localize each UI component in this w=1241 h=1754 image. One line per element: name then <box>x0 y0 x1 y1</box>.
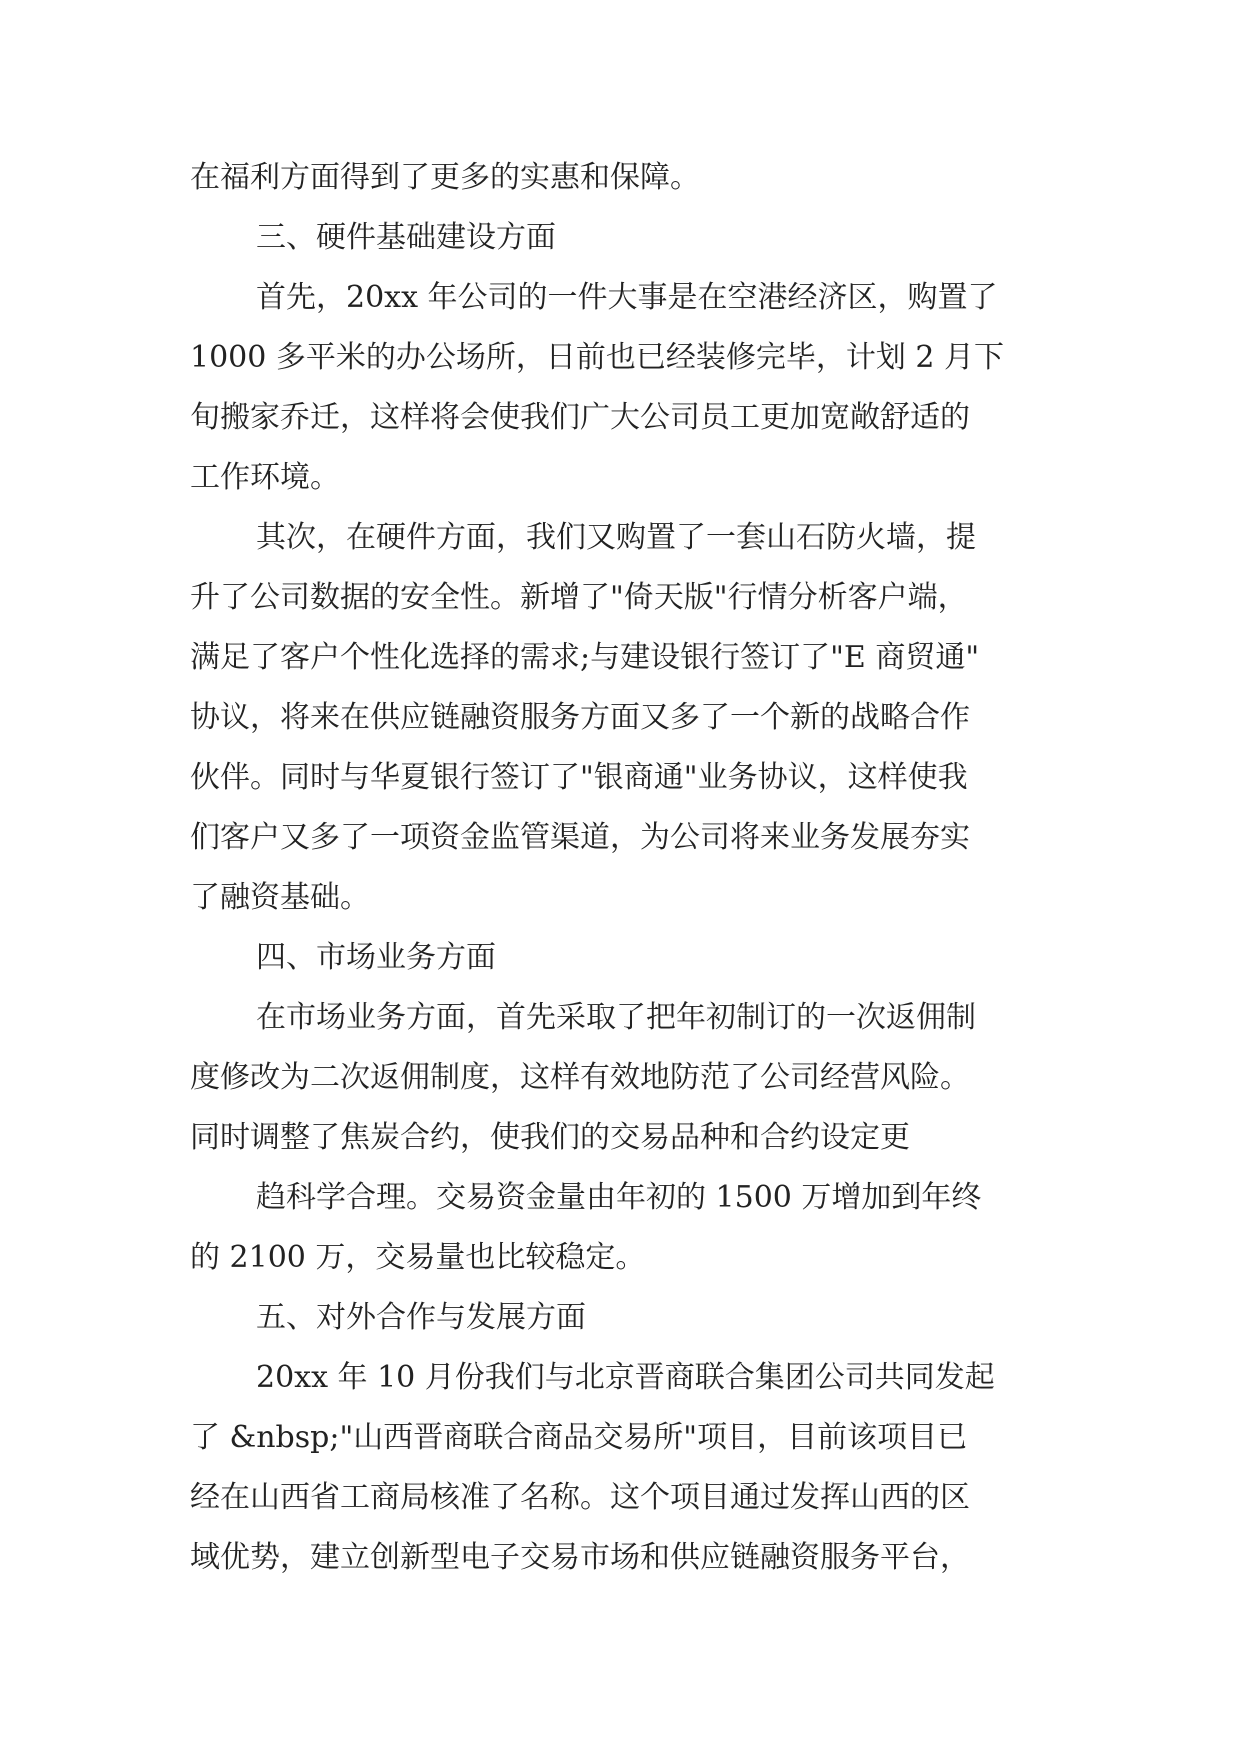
text-line: 的 2100 万，交易量也比较稳定。 <box>190 1240 646 1275</box>
text-line: 旬搬家乔迁，这样将会使我们广大公司员工更加宽敞舒适的 <box>190 400 970 435</box>
text-line: 度修改为二次返佣制度，这样有效地防范了公司经营风险。 <box>190 1060 970 1095</box>
document-body <box>190 158 1070 1598</box>
text-line: 在市场业务方面，首先采取了把年初制订的一次返佣制 <box>256 1000 976 1035</box>
section-heading: 三、硬件基础建设方面 <box>256 220 556 255</box>
text-line: 1000 多平米的办公场所，日前也已经装修完毕，计划 2 月下 <box>190 340 1005 375</box>
text-line: 经在山西省工商局核准了名称。这个项目通过发挥山西的区 <box>190 1480 970 1515</box>
text-line: 们客户又多了一项资金监管渠道，为公司将来业务发展夯实 <box>190 820 970 855</box>
text-line: 协议，将来在供应链融资服务方面又多了一个新的战略合作 <box>190 700 970 735</box>
text-line: 域优势，建立创新型电子交易市场和供应链融资服务平台， <box>190 1540 970 1575</box>
text-line: 了 &nbsp;"山西晋商联合商品交易所"项目，目前该项目已 <box>190 1420 968 1455</box>
text-line: 趋科学合理。交易资金量由年初的 1500 万增加到年终 <box>256 1180 982 1215</box>
text-line: 同时调整了焦炭合约，使我们的交易品种和合约设定更 <box>190 1120 910 1155</box>
text-line: 其次，在硬件方面，我们又购置了一套山石防火墙，提 <box>256 520 976 555</box>
text-line: 工作环境。 <box>190 460 340 495</box>
section-heading: 五、对外合作与发展方面 <box>256 1300 586 1335</box>
text-line: 20xx 年 10 月份我们与北京晋商联合集团公司共同发起 <box>256 1360 995 1395</box>
section-heading: 四、市场业务方面 <box>256 940 496 975</box>
text-line: 首先，20xx 年公司的一件大事是在空港经济区，购置了 <box>256 280 998 315</box>
text-line: 了融资基础。 <box>190 880 370 915</box>
text-line: 在福利方面得到了更多的实惠和保障。 <box>190 160 700 195</box>
text-line: 满足了客户个性化选择的需求;与建设银行签订了"E 商贸通" <box>190 640 980 675</box>
text-line: 伙伴。同时与华夏银行签订了"银商通"业务协议，这样使我 <box>190 760 968 795</box>
text-line: 升了公司数据的安全性。新增了"倚天版"行情分析客户端， <box>190 580 968 615</box>
